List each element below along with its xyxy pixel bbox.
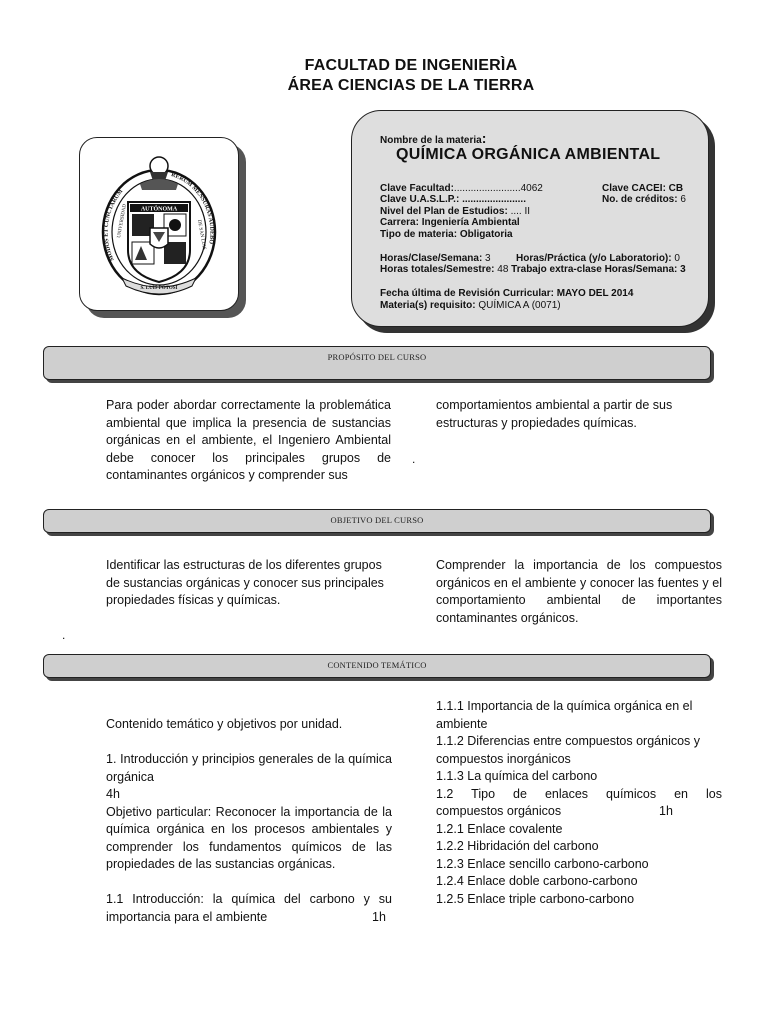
- section-header-proposito: [43, 346, 711, 380]
- item-1-1-2: 1.1.2 Diferencias entre compuestos orgánicos y compuestos inorgánicos: [436, 734, 701, 766]
- clave-cacei: Clave CACEI: CB: [602, 183, 684, 194]
- clave-facultad-row: Clave Facultad:........................4062: [380, 183, 543, 194]
- item-1-1-line1: 1.1 Introducción: la química del carbono y su: [106, 892, 392, 906]
- university-seal-card: [79, 137, 239, 311]
- item-1-2-1: 1.2.1 Enlace covalente: [436, 821, 563, 836]
- seal-scroll-text: S. LUIS POTOSÍ: [140, 286, 178, 291]
- faculty-title: FACULTAD DE INGENIERÌA: [304, 57, 518, 74]
- item-1-1-1: 1.1.1 Importancia de la química orgánica en el ambiente: [436, 699, 693, 731]
- seal-motto-left: MODOS ET CUNCTARUM: [103, 188, 125, 262]
- item-1-2-line2: [436, 803, 722, 821]
- university-seal-logo: [92, 150, 226, 300]
- nivel-row: Nivel del Plan de Estudios: .... II: [380, 206, 531, 217]
- objetivo-right-text: Comprender la importancia de los compuestos orgánicos en el ambiente y conocer las fuentes y el comportamiento ambiental de importantes contaminantes orgánicos.: [436, 558, 722, 625]
- item-1-2-2: 1.2.2 Hibridación del carbono: [436, 839, 599, 853]
- section-title-objetivo: OBJETIVO DEL CURSO: [330, 515, 424, 525]
- proposito-left-text: Para poder abordar correctamente la problemática ambiental que implica la presencia de sustancias orgánicas en el ambiente, el Ingeniero Ambiental debe conocer los principales grupos de contaminantes orgánicos y comprender sus: [106, 398, 391, 482]
- unit1-title: 1. Introducción y principios generales de la química orgánica: [106, 752, 392, 784]
- contenido-left-column: [106, 716, 392, 926]
- fecha-revision-row: Fecha última de Revisión Curricular: MAYO DEL 2014: [380, 288, 634, 299]
- item-1-1-3: 1.1.3 La química del carbono: [436, 769, 598, 783]
- clave-uaslp-row: Clave U.A.S.L.P.: .......................: [380, 194, 526, 205]
- section-header-objetivo: [43, 509, 711, 533]
- unit1-hours: 4h: [106, 787, 120, 801]
- carrera-row: Carrera: Ingeniería Ambiental: [380, 217, 520, 228]
- horas-clase-row: Horas/Clase/Semana: 3: [380, 253, 491, 264]
- course-name-label: Nombre de la materia:: [380, 130, 487, 146]
- seal-band-top: AUTÓNOMA: [140, 206, 178, 213]
- item-1-1-hours: 1h: [372, 909, 386, 924]
- seal-band-right: DE SAN LUIS: [196, 219, 207, 251]
- item-1-2-3: 1.2.3 Enlace sencillo carbono-carbono: [436, 856, 649, 871]
- section-title-proposito: PROPÓSITO DEL CURSO: [327, 352, 427, 362]
- objetivo-left-text: Identificar las estructuras de los diferentes grupos de sustancias orgánicas y conocer sus principales propiedades físicas y químicas.: [106, 558, 384, 607]
- unit1-objective: Objetivo particular: Reconocer la importancia de la química orgánica en los procesos ambientales y comprender los fundamentos químicos de las propiedades de las sustancias orgánicas.: [106, 804, 392, 871]
- objetivo-dot: .: [62, 628, 66, 642]
- item-1-2-line1: 1.2 Tipo de enlaces químicos en los: [436, 786, 722, 801]
- item-1-1-line2: [106, 909, 392, 927]
- document-title: [0, 56, 768, 96]
- area-title: ÁREA CIENCIAS DE LA TIERRA: [287, 77, 535, 94]
- tipo-row: Tipo de materia: Obligatoria: [380, 229, 513, 240]
- proposito-dot: .: [412, 452, 416, 466]
- horas-totales-row: Horas totales/Semestre: 48 Trabajo extra-clase Horas/Semana: 3: [380, 264, 686, 275]
- course-info-card: [351, 110, 709, 327]
- section-title-contenido: CONTENIDO TEMÁTICO: [327, 660, 427, 670]
- item-1-2-text: compuestos orgánicos: [436, 804, 562, 818]
- item-1-2-4: 1.2.4 Enlace doble carbono-carbono: [436, 874, 638, 888]
- item-1-1-text: importancia para el ambiente: [106, 909, 268, 924]
- item-1-2-5: 1.2.5 Enlace triple carbono-carbono: [436, 891, 635, 906]
- course-name: QUÍMICA ORGÁNICA AMBIENTAL: [396, 146, 661, 163]
- seal-band-left: UNIVERSIDAD: [117, 203, 128, 239]
- contenido-intro: Contenido temático y objetivos por unidad.: [106, 717, 343, 731]
- section-header-contenido: [43, 654, 711, 678]
- creditos-row: No. de créditos: 6: [602, 194, 686, 205]
- item-1-2-hours: 1h: [659, 804, 673, 818]
- contenido-right-column: [436, 698, 722, 908]
- requisito-row: Materia(s) requisito: QUÍMICA A (0071): [380, 300, 561, 311]
- proposito-right-text: comportamientos ambiental a partir de sus estructuras y propiedades químicas.: [436, 398, 673, 430]
- horas-practica-row: Horas/Práctica (y/o Laboratorio): 0: [516, 253, 680, 264]
- seal-motto-right: RERUM MENSURAS AUDEBO: [170, 172, 215, 245]
